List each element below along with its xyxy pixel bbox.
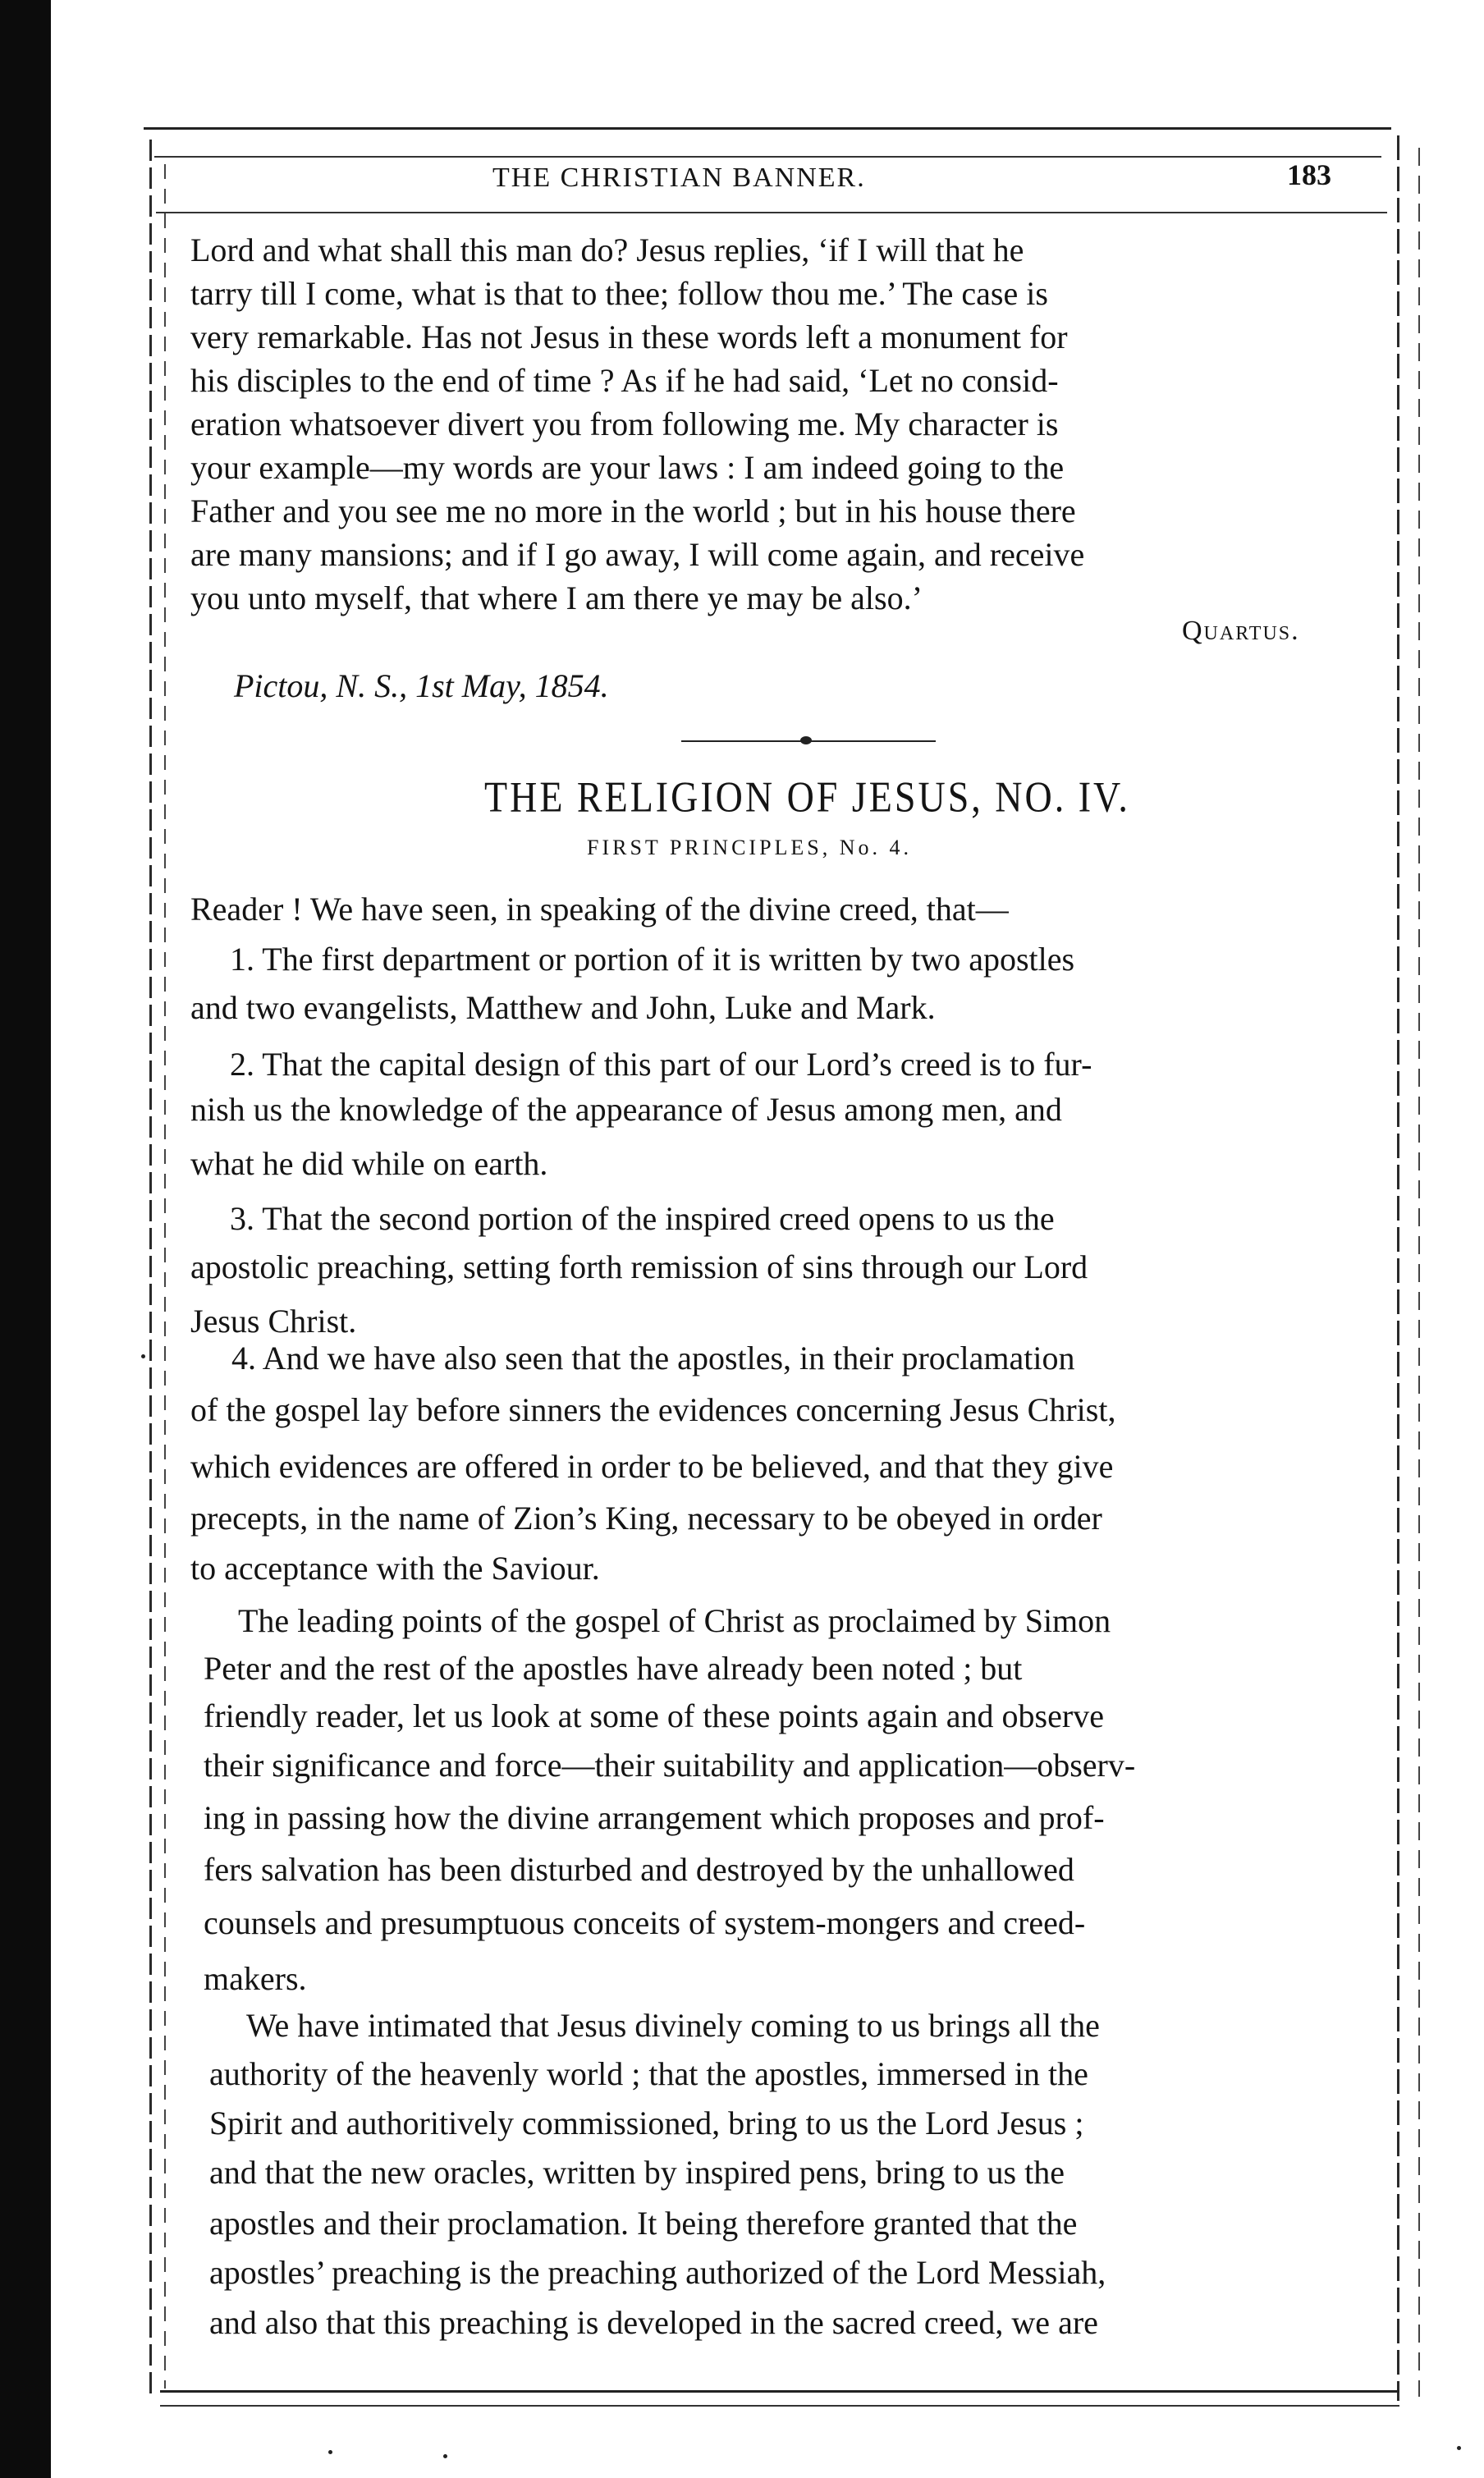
text-line: friendly reader, let us look at some of these points again and observe — [204, 1697, 1104, 1734]
text-line: to acceptance with the Saviour. — [190, 1550, 600, 1587]
text-line: Peter and the rest of the apostles have already been noted ; but — [204, 1650, 1023, 1687]
text-line: and two evangelists, Matthew and John, Luke and Mark. — [190, 989, 936, 1026]
header-rule — [156, 212, 1387, 213]
text-line: 4. And we have also seen that the apostles, in their proclamation — [231, 1340, 1075, 1376]
text-line: and also that this preaching is developed in the sacred creed, we are — [209, 2304, 1098, 2341]
text-line: Jesus Christ. — [190, 1303, 357, 1340]
author-signature: Quartus. — [1182, 616, 1300, 646]
text-line: We have intimated that Jesus divinely coming to us brings all the — [246, 2007, 1100, 2044]
page-number: 183 — [1287, 158, 1331, 191]
text-line: authority of the heavenly world ; that the apostles, immersed in the — [209, 2055, 1088, 2092]
text-line: tarry till I come, what is that to thee; follow thou me.’ The case is — [190, 275, 1048, 312]
text-line: of the gospel lay before sinners the evidences concerning Jesus Christ, — [190, 1391, 1116, 1428]
text-line: eration whatsoever divert you from following me. My character is — [190, 405, 1059, 442]
dateline: Pictou, N. S., 1st May, 1854. — [234, 667, 609, 704]
text-line: counsels and presumptuous conceits of system-mongers and creed- — [204, 1904, 1086, 1941]
text-line: ing in passing how the divine arrangement which proposes and prof- — [204, 1799, 1105, 1836]
ink-speck — [1457, 2446, 1461, 2450]
frame-bottom-inner-rule — [160, 2405, 1399, 2407]
text-line: apostles’ preaching is the preaching authorized of the Lord Messiah, — [209, 2254, 1106, 2291]
text-line: you unto myself, that where I am there ye may be also.’ — [190, 579, 923, 616]
text-line: Spirit and authoritively commissioned, bring to us the Lord Jesus ; — [209, 2105, 1084, 2141]
text-line: 3. That the second portion of the inspired creed opens to us the — [230, 1200, 1055, 1237]
text-line: and that the new oracles, written by inspired pens, bring to us the — [209, 2154, 1065, 2191]
running-title: THE CHRISTIAN BANNER. — [492, 163, 866, 193]
binding-shadow — [0, 0, 51, 2478]
text-line: precepts, in the name of Zion’s King, necessary to be obeyed in order — [190, 1500, 1102, 1537]
running-header — [189, 156, 1371, 212]
text-line: fers salvation has been disturbed and destroyed by the unhallowed — [204, 1851, 1074, 1888]
ink-speck — [443, 2454, 447, 2458]
text-line: 1. The first department or portion of it is written by two apostles — [230, 941, 1075, 978]
article-subtitle: FIRST PRINCIPLES, No. 4. — [587, 836, 913, 859]
text-line: Reader ! We have seen, in speaking of the divine creed, that— — [190, 891, 1009, 928]
frame-left-inner-border — [164, 164, 166, 2389]
text-line: his disciples to the end of time ? As if he had said, ‘Let no consid- — [190, 362, 1059, 399]
text-line: The leading points of the gospel of Christ as proclaimed by Simon — [238, 1602, 1111, 1639]
text-line: apostolic preaching, setting forth remission of sins through our Lord — [190, 1248, 1088, 1285]
article-title: THE RELIGION OF JESUS, NO. IV. — [484, 772, 1130, 821]
text-line: Lord and what shall this man do? Jesus replies, ‘if I will that he — [190, 231, 1024, 268]
text-line: nish us the knowledge of the appearance of Jesus among men, and — [190, 1091, 1062, 1128]
ink-speck — [141, 1354, 145, 1358]
frame-left-border — [149, 140, 152, 2397]
text-line: your example—my words are your laws : I am indeed going to the — [190, 449, 1065, 486]
frame-right-outer-border — [1418, 148, 1420, 2397]
frame-bottom-rule — [160, 2390, 1399, 2393]
text-line: 2. That the capital design of this part of our Lord’s creed is to fur- — [230, 1046, 1092, 1083]
text-line: apostles and their proclamation. It being therefore granted that the — [209, 2205, 1078, 2242]
separator-ornament — [800, 736, 812, 744]
text-line: their significance and force—their suitability and application—observ- — [204, 1747, 1136, 1784]
frame-top-rule — [144, 127, 1391, 130]
text-line: which evidences are offered in order to be believed, and that they give — [190, 1448, 1114, 1485]
ink-speck — [328, 2450, 332, 2454]
text-line: are many mansions; and if I go away, I will come again, and receive — [190, 536, 1085, 573]
text-line: what he did while on earth. — [190, 1145, 548, 1182]
text-line: very remarkable. Has not Jesus in these words left a monument for — [190, 318, 1068, 355]
text-line: makers. — [204, 1960, 307, 1997]
text-line: Father and you see me no more in the world ; but in his house there — [190, 492, 1076, 529]
